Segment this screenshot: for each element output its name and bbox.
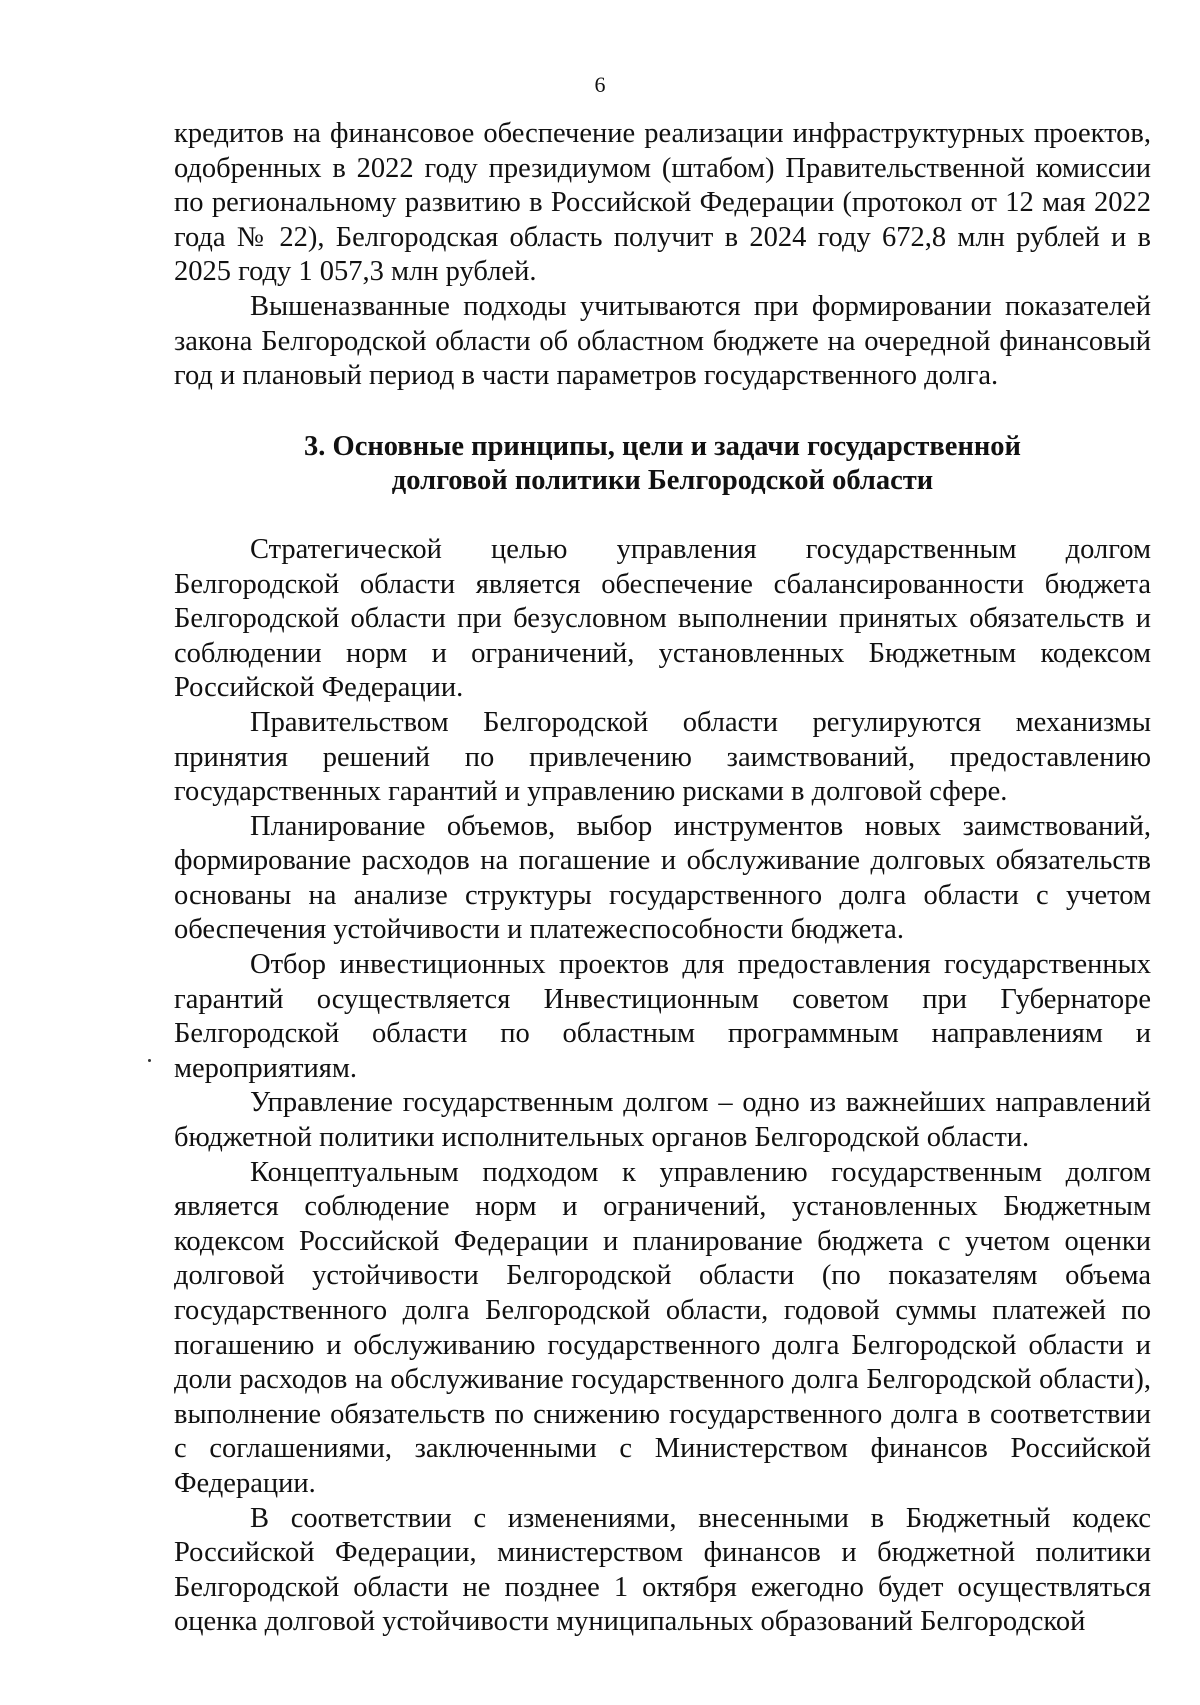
section-heading-line-1: 3. Основные принципы, цели и задачи государственной <box>304 430 1021 462</box>
paragraph: Стратегической целью управления государственным долгом Белгородской области является обеспечение сбалансированности бюджета Белгородской области при безусловном выполнении принятых обязательств и соблюдении норм и ограничений, установленных Бюджетным кодексом Российской Федерации. <box>174 533 1151 704</box>
paragraph: Концептуальным подходом к управлению государственным долгом является соблюдение норм и ограничений, установленных Бюджетным кодексом Российской Федерации и планирование бюджета с учетом оценки долговой устойчивости Белгородской области (по показателям объема государственного долга Белгородской области, годовой суммы платежей по погашению и обслуживанию государственного долга Белгородской области и доли расходов на обслуживание государственного долга Белгородской области), выполнение обязательств по снижению государственного долга в соответствии с соглашениями, заключенными с Министерством финансов Российской Федерации. <box>174 1156 1151 1499</box>
paragraph: Вышеназванные подходы учитываются при формировании показателей закона Белгородской области об областном бюджете на очередной финансовый год и плановый период в части параметров государственного долга. <box>174 290 1151 392</box>
document-body <box>174 117 1151 1640</box>
paragraph: Правительством Белгородской области регулируются механизмы принятия решений по привлечению заимствований, предоставлению государственных гарантий и управлению рисками в долговой сфере. <box>174 706 1151 808</box>
paragraph: Управление государственным долгом – одно из важнейших направлений бюджетной политики исполнительных органов Белгородской области. <box>174 1087 1151 1154</box>
scan-speck <box>148 1059 151 1062</box>
page-number: 6 <box>594 72 606 97</box>
section-heading <box>174 430 1151 499</box>
paragraph: Отбор инвестиционных проектов для предоставления государственных гарантий осуществляется Инвестиционным советом при Губернаторе Белгородской области по областным программным направлениям и мероприятиям. <box>174 949 1151 1084</box>
paragraph: Планирование объемов, выбор инструментов новых заимствований, формирование расходов на погашение и обслуживание долговых обязательств основаны на анализе структуры государственного долга области с учетом обеспечения устойчивости и платежеспособности бюджета. <box>174 810 1151 946</box>
paragraph: В соответствии с изменениями, внесенными в Бюджетный кодекс Российской Федерации, министерством финансов и бюджетной политики Белгородской области не позднее 1 октября ежегодно будет осуществляться оценка долговой устойчивости муниципальных образований Белгородской <box>174 1502 1151 1638</box>
section-heading-line-2: долговой политики Белгородской области <box>391 465 934 497</box>
paragraph-continuation: кредитов на финансовое обеспечение реализации инфраструктурных проектов, одобренных в 2022 году президиумом (штабом) Правительственной комиссии по региональному развитию в Российской Федерации (протокол от 12 мая 2022 года № 22), Белгородская область получит в 2024 году 672,8 млн рублей и в 2025 году 1 057,3 млн рублей. <box>174 118 1151 288</box>
